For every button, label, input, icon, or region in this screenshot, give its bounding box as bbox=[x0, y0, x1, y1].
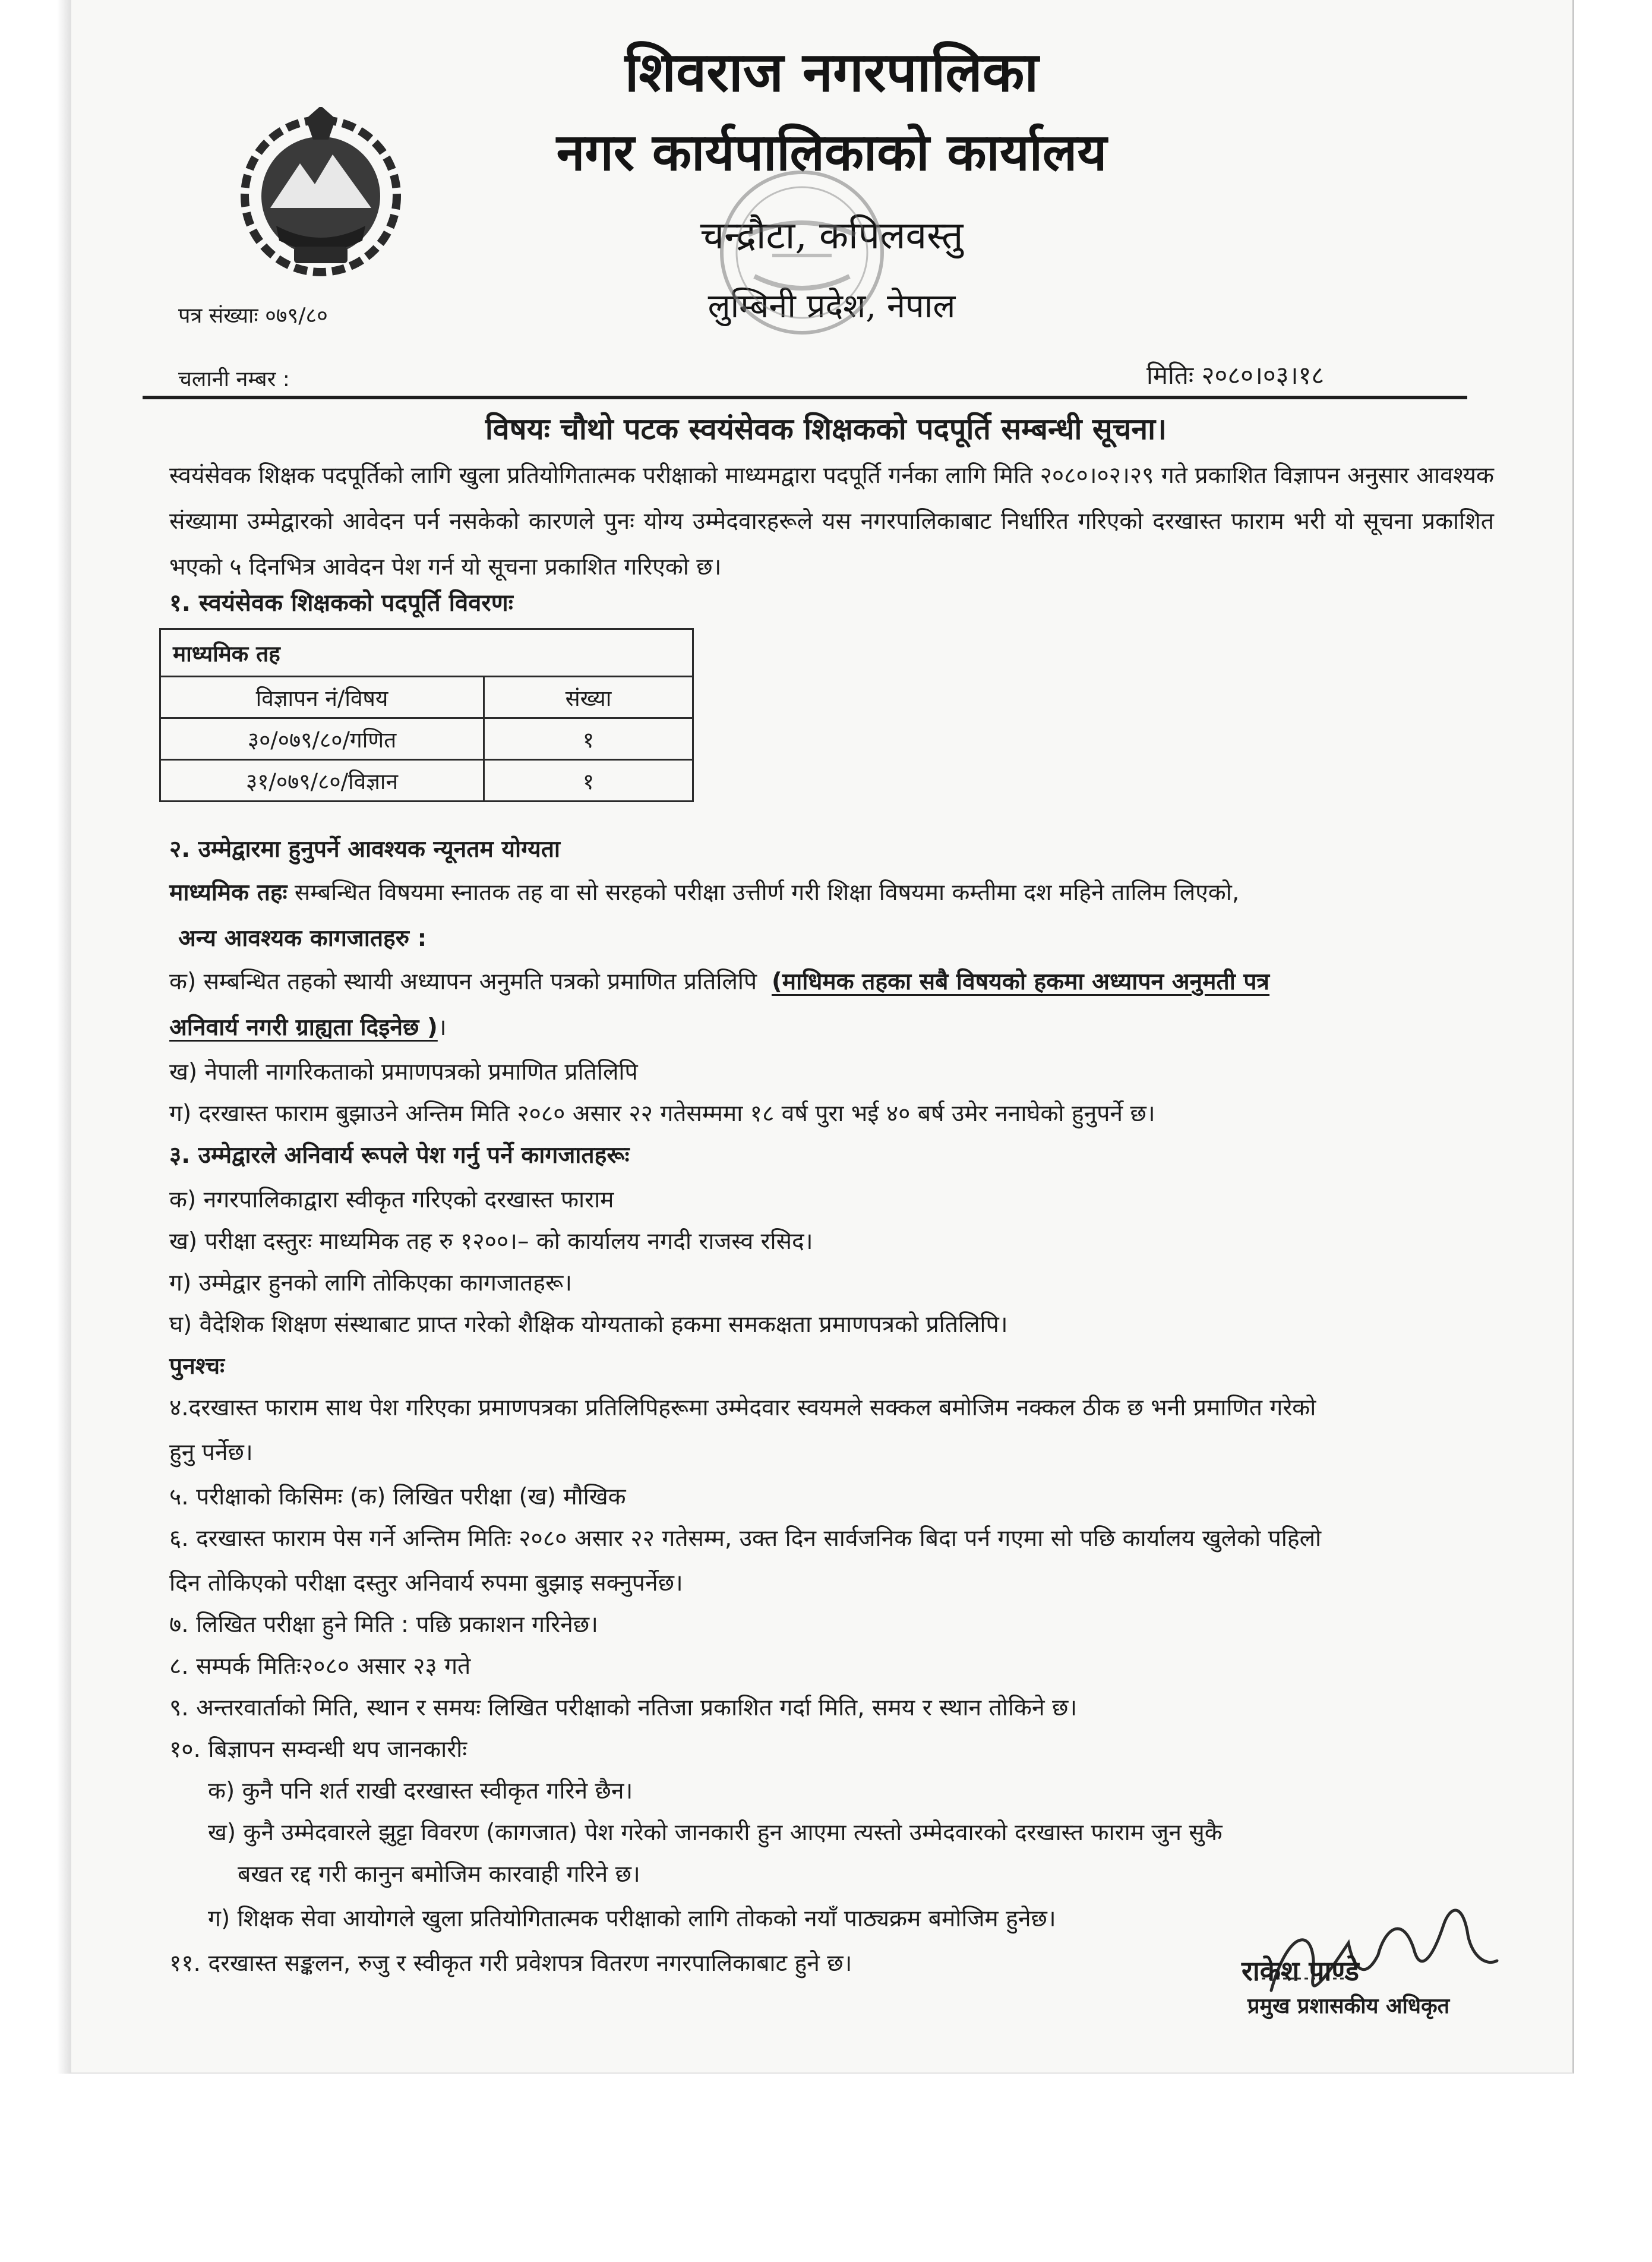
notice-subject: विषयः चौथो पटक स्वयंसेवक शिक्षकको पदपूर्ति सम्बन्धी सूचना। bbox=[485, 412, 1167, 446]
clause-9: ९. अन्तरवार्ताको मिति, स्थान र समयः लिखित परीक्षाको नतिजा प्रकाशित गर्दा मिति, समय र स्थान तोकिने छ। bbox=[169, 1695, 1078, 1721]
header-divider bbox=[143, 396, 1467, 399]
clause-8: ८. सम्पर्क मितिः२०८० असार २३ गते bbox=[169, 1653, 471, 1680]
section1-heading: १. स्वयंसेवक शिक्षकको पदपूर्ति विवरणः bbox=[169, 589, 513, 617]
signatory-name: राकेश पाण्डे bbox=[1242, 1955, 1359, 1987]
doc-item-ka-note-1: (माधिमक तहका सबै विषयको हकमा अध्यापन अनुमती पत्र bbox=[771, 968, 1270, 995]
table-cell-count: १ bbox=[484, 760, 693, 802]
clause-7: ७. लिखित परीक्षा हुने मिति : पछि प्रकाशन गरिनेछ। bbox=[169, 1611, 598, 1638]
clause-10: १०. बिज्ञापन सम्वन्धी थप जानकारीः bbox=[169, 1736, 468, 1763]
letter-number: पत्र संख्याः ०७९/८० bbox=[178, 304, 328, 328]
required-doc-item: ग) उम्मेद्वार हुनको लागि तोकिएका कागजातहरू। bbox=[169, 1270, 573, 1296]
required-doc-item: क) नगरपालिकाद्वारा स्वीकृत गरिएको दरखास्त फाराम bbox=[169, 1187, 614, 1213]
clause-5: ५. परीक्षाको किसिमः (क) लिखित परीक्षा (ख) मौखिक bbox=[169, 1484, 626, 1510]
doc-item-ka-note-2: अनिवार्य नगरी ग्राह्यता दिइनेछ ) bbox=[169, 1014, 438, 1041]
signatory-title: प्रमुख प्रशासकीय अधिकृत bbox=[1247, 1994, 1450, 2018]
office-name: नगर कार्यपालिकाको कार्यालय bbox=[556, 122, 1107, 182]
clause-10-ka: क) कुनै पनि शर्त राखी दरखास्त स्वीकृत गरिने छैन। bbox=[208, 1778, 633, 1804]
office-province: लुम्बिनी प्रदेश, नेपाल bbox=[707, 287, 956, 326]
qualification-line bbox=[169, 878, 1239, 908]
notice-date: मितिः २०८०।०३।१८ bbox=[1146, 361, 1325, 390]
nepal-emblem-icon bbox=[235, 107, 407, 279]
section2-heading: २. उम्मेद्वारमा हुनुपर्ने आवश्यक न्यूनतम योग्यता bbox=[169, 836, 561, 863]
table-cell-count: १ bbox=[484, 718, 693, 760]
doc-item-ka-cont bbox=[169, 1013, 447, 1043]
table-cell-ad: ३१/०७९/८०/विज्ञान bbox=[160, 760, 484, 802]
doc-item-ka-end: । bbox=[437, 1014, 447, 1041]
other-docs-heading: अन्य आवश्यक कागजातहरु : bbox=[178, 925, 427, 952]
column-header-count: संख्या bbox=[484, 677, 693, 718]
doc-item-ka-text: क) सम्बन्धित तहको स्थायी अध्यापन अनुमति पत्रको प्रमाणित प्रतिलिपि bbox=[169, 968, 757, 995]
clause-10-kha-line1: ख) कुनै उम्मेदवारले झुट्टा विवरण (कागजात) पेश गरेको जानकारी हुन आएमा त्यस्तो उम्मेदवारको दरखास्त फाराम जुन सुकै bbox=[208, 1819, 1223, 1846]
clause-6-line2: दिन तोकिएको परीक्षा दस्तुर अनिवार्य रुपमा बुझाइ सक्नुपर्नेछ। bbox=[169, 1570, 683, 1597]
table-row bbox=[160, 760, 693, 802]
dispatch-number: चलानी नम्बर : bbox=[178, 367, 290, 392]
table-cell-ad: ३०/०७९/८०/गणित bbox=[160, 718, 484, 760]
doc-item-ga: ग) दरखास्त फाराम बुझाउने अन्तिम मिति २०८० असार २२ गतेसम्ममा १८ वर्ष पुरा भई ४० बर्ष उमेर ननाघेको हुनुपर्ने छ। bbox=[169, 1100, 1155, 1127]
clause-6-line1: ६. दरखास्त फाराम पेस गर्ने अन्तिम मितिः २०८० असार २२ गतेसम्म, उक्त दिन सार्वजनिक बिदा पर्न गएमा सो पछि कार्यालय खुलेको पहिलो bbox=[169, 1525, 1322, 1552]
office-stamp-icon bbox=[707, 157, 897, 348]
required-doc-item: घ) वैदेशिक शिक्षण संस्थाबाट प्राप्त गरेको शैक्षिक योग्यताको हकमा समकक्षता प्रमाणपत्रको प्रतिलिपि। bbox=[169, 1311, 1008, 1338]
intro-paragraph: स्वयंसेवक शिक्षक पदपूर्तिको लागि खुला प्रतियोगितात्मक परीक्षाको माध्यमद्वारा पदपूर्ति गर्नका लागि मिति २०८०।०२।२९ गते प्रकाशित विज्ञापन अनुसार आवश्यक संख्यामा उम्मेद्वारको आवेदन पर्न नसकेको कारणले पुनः योग्य उम्मेदवारहरूले यस नगरपालिकाबाट निर्धारित गरिएको दरखास्त फाराम भरी यो सूचना प्रकाशित भएको ५ दिनभित्र आवेदन पेश गर्न यो सूचना प्रकाशित गरिएको छ। bbox=[169, 462, 1494, 581]
clause-11: ११. दरखास्त सङ्कलन, रुजु र स्वीकृत गरी प्रवेशपत्र वितरण नगरपालिकाबाट हुने छ। bbox=[169, 1950, 852, 1977]
office-location: चन्द्रौटा, कपिलवस्तु bbox=[700, 214, 964, 258]
clause-4-line1: ४.दरखास्त फाराम साथ पेश गरिएका प्रमाणपत्रका प्रतिलिपिहरूमा उम्मेदवार स्वयमले सक्कल बमोजिम नक्कल ठीक छ भनी प्रमाणित गरेको bbox=[169, 1395, 1316, 1421]
punashcha-heading: पुनश्चः bbox=[169, 1353, 225, 1380]
doc-item-kha: ख) नेपाली नागरिकताको प्रमाणपत्रको प्रमाणित प्रतिलिपि bbox=[169, 1059, 638, 1086]
paper-edge-shadow bbox=[57, 0, 72, 2074]
doc-item-ka bbox=[169, 967, 1269, 997]
qualification-text: सम्बन्धित विषयमा स्नातक तह वा सो सरहको परीक्षा उत्तीर्ण गरी शिक्षा विषयमा कम्तीमा दश महिने तालिम लिएको, bbox=[287, 879, 1240, 906]
table-level-header: माध्यमिक तह bbox=[160, 629, 693, 677]
column-header-ad: विज्ञापन नं/विषय bbox=[160, 677, 484, 718]
section3-heading: ३. उम्मेद्वारले अनिवार्य रूपले पेश गर्नु पर्ने कागजातहरूः bbox=[169, 1142, 630, 1169]
required-doc-item: ख) परीक्षा दस्तुरः माध्यमिक तह रु १२००।– को कार्यालय नगदी राजस्व रसिद। bbox=[169, 1228, 813, 1255]
clause-10-kha-line2: बखत रद्द गरी कानुन बमोजिम कारवाही गरिने छ। bbox=[238, 1861, 640, 1888]
municipality-name: शिवराज नगरपालिका bbox=[624, 40, 1039, 104]
qualification-label: माध्यमिक तहः bbox=[169, 879, 288, 906]
posts-table bbox=[159, 628, 694, 802]
table-row bbox=[160, 718, 693, 760]
clause-4-line2: हुनु पर्नेछ। bbox=[169, 1439, 253, 1466]
clause-10-ga: ग) शिक्षक सेवा आयोगले खुला प्रतियोगितात्मक परीक्षाको लागि तोकको नयाँ पाठ्यक्रम बमोजिम हुनेछ। bbox=[208, 1905, 1056, 1932]
